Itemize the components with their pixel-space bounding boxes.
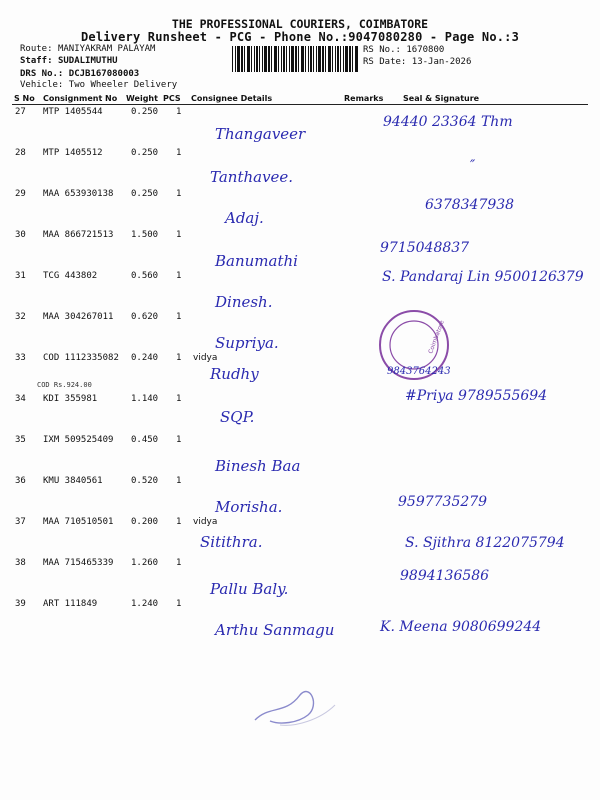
- barcode-bar: [289, 46, 290, 72]
- barcode-bar: [328, 46, 331, 72]
- row-pcs: 1: [176, 394, 182, 404]
- barcode-bar: [352, 46, 353, 72]
- row-sno: 30: [15, 230, 26, 240]
- row-pcs: 1: [176, 189, 182, 199]
- barcode-bar: [286, 46, 287, 72]
- barcode-bar: [274, 46, 277, 72]
- cod-amount-note: COD Rs.924.00: [37, 381, 92, 389]
- row-consignee: vidya: [193, 517, 218, 527]
- row-pcs: 1: [176, 517, 182, 527]
- handwritten-name: Sitithra.: [200, 533, 263, 551]
- row-pcs: 1: [176, 353, 182, 363]
- handwritten-name: Thangaveer: [215, 125, 306, 143]
- row-sno: 33: [15, 353, 26, 363]
- row-weight: 0.560: [131, 271, 159, 281]
- handwritten-signature: ″: [470, 158, 476, 174]
- handwritten-name: Rudhy: [210, 365, 259, 383]
- row-sno: 31: [15, 271, 26, 281]
- row-pcs: 1: [176, 230, 182, 240]
- row-sno: 27: [15, 107, 26, 117]
- row-sno: 32: [15, 312, 26, 322]
- barcode-bar: [241, 46, 243, 72]
- table-row: [0, 388, 600, 435]
- barcode-bar: [271, 46, 272, 72]
- barcode-bar: [235, 46, 236, 72]
- row-pcs: 1: [176, 312, 182, 322]
- row-consignment-no: MTP 1405512: [43, 148, 103, 158]
- row-consignment-no: IXM 509525409: [43, 435, 114, 445]
- barcode-bar: [345, 46, 348, 72]
- col-pcs-header: PCS: [163, 94, 181, 103]
- drs-value: DCJB167080003: [68, 69, 140, 79]
- row-pcs: 1: [176, 558, 182, 568]
- rs-date-value: 13-Jan-2026: [411, 57, 472, 67]
- row-weight: 0.240: [131, 353, 159, 363]
- handwritten-name: Adaj.: [225, 209, 264, 227]
- route-line: [20, 44, 155, 54]
- stamp-text: Coimbatore: [427, 319, 446, 355]
- handwritten-signature: K. Meena 9080699244: [380, 619, 542, 635]
- route-value: MANIYAKRAM PALAYAM: [57, 44, 156, 54]
- stamp-sign: 9843764243: [387, 366, 451, 377]
- handwritten-name: Binesh Baa: [215, 457, 301, 475]
- row-weight: 1.500: [131, 230, 159, 240]
- row-sno: 35: [15, 435, 26, 445]
- barcode-bar: [305, 46, 306, 72]
- handwritten-signature: 9597735279: [398, 494, 488, 510]
- row-consignment-no: COD 1112335082: [43, 353, 119, 363]
- row-sno: 34: [15, 394, 26, 404]
- barcode-bar: [256, 46, 258, 72]
- handwritten-signature: #Priya 9789555694: [405, 388, 548, 404]
- row-sno: 28: [15, 148, 26, 158]
- row-consignment-no: MAA 710510501: [43, 517, 114, 527]
- row-sno: 36: [15, 476, 26, 486]
- barcode-bar: [244, 46, 245, 72]
- barcode-bar: [237, 46, 240, 72]
- table-row: [0, 312, 600, 353]
- table-row: [0, 271, 600, 312]
- rs-no-line: [363, 45, 444, 55]
- barcode-bar: [295, 46, 297, 72]
- col-weight-header: Weight: [126, 94, 158, 103]
- table-row: [0, 558, 600, 599]
- row-sno: 29: [15, 189, 26, 199]
- barcode-bar: [264, 46, 267, 72]
- barcode-bar: [254, 46, 255, 72]
- table-row: [0, 476, 600, 517]
- row-consignment-no: MAA 715465339: [43, 558, 114, 568]
- handwritten-signature: S. Sjithra 8122075794: [405, 535, 565, 551]
- row-pcs: 1: [176, 476, 182, 486]
- handwritten-name: Tanthavee.: [210, 168, 294, 186]
- row-weight: 1.260: [131, 558, 159, 568]
- table-row: [0, 107, 600, 148]
- handwritten-name: Banumathi: [215, 252, 298, 270]
- table-row: [0, 517, 600, 558]
- rs-no-value: 1670800: [406, 45, 445, 55]
- row-consignment-no: KDI 355981: [43, 394, 98, 404]
- row-pcs: 1: [176, 107, 182, 117]
- bottom-scribble: [250, 675, 340, 730]
- handwritten-signature: 9894136586: [400, 568, 490, 584]
- barcode-bar: [278, 46, 279, 72]
- rs-date-label: RS Date:: [363, 57, 407, 67]
- row-consignment-no: MAA 653930138: [43, 189, 114, 199]
- drs-line: [20, 69, 139, 79]
- barcode-bar: [268, 46, 270, 72]
- barcode-bar: [281, 46, 282, 72]
- barcode-bar: [232, 46, 233, 72]
- row-consignment-no: ART 111849: [43, 599, 98, 609]
- staff-value: SUDALIMUTHU: [57, 56, 118, 66]
- vehicle-line: [20, 80, 177, 90]
- handwritten-name: Arthu Sanmagu: [215, 621, 335, 639]
- table-row: [0, 189, 600, 230]
- row-consignee: vidya: [193, 353, 218, 363]
- handwritten-name: Pallu Baly.: [210, 580, 289, 598]
- barcode-image: [232, 46, 358, 72]
- row-weight: 1.240: [131, 599, 159, 609]
- barcode-bar: [322, 46, 324, 72]
- barcode-bar: [335, 46, 336, 72]
- row-consignment-no: TCG 443802: [43, 271, 98, 281]
- barcode-bar: [343, 46, 344, 72]
- handwritten-name: Morisha.: [215, 498, 283, 516]
- row-weight: 0.200: [131, 517, 159, 527]
- rs-no-label: RS No.:: [363, 45, 401, 55]
- rs-date-line: [363, 57, 471, 67]
- route-label: Route:: [20, 44, 53, 54]
- row-weight: 0.520: [131, 476, 159, 486]
- row-sno: 38: [15, 558, 26, 568]
- barcode-bar: [310, 46, 312, 72]
- vehicle-value: Two Wheeler Delivery: [68, 80, 178, 90]
- barcode-bar: [355, 46, 358, 72]
- handwritten-name: SQP.: [220, 408, 255, 426]
- barcode-bar: [291, 46, 294, 72]
- handwritten-signature: 94440 23364 Thm: [383, 114, 513, 130]
- col-remarks-header: Remarks: [344, 94, 384, 103]
- row-pcs: 1: [176, 599, 182, 609]
- barcode-bar: [301, 46, 304, 72]
- company-title: THE PROFESSIONAL COURIERS, COIMBATORE: [171, 17, 429, 31]
- handwritten-signature: S. Pandaraj Lin 9500126379: [382, 269, 584, 285]
- staff-label: Staff:: [20, 56, 53, 66]
- row-weight: 0.250: [131, 148, 159, 158]
- row-consignment-no: KMU 3840561: [43, 476, 103, 486]
- handwritten-name: Dinesh.: [215, 293, 273, 311]
- header-divider: [12, 104, 588, 105]
- handwritten-signature: 6378347938: [425, 197, 515, 213]
- row-weight: 0.250: [131, 107, 159, 117]
- barcode-bar: [332, 46, 333, 72]
- table-row: [0, 148, 600, 189]
- barcode-bar: [251, 46, 252, 72]
- row-pcs: 1: [176, 271, 182, 281]
- drs-label: DRS No.:: [20, 69, 64, 79]
- runsheet-subtitle: Delivery Runsheet - PCG - Phone No.:9047080280 - Page No.:3: [80, 30, 520, 44]
- col-consignee-header: Consignee Details: [191, 94, 273, 103]
- barcode-bar: [313, 46, 314, 72]
- table-row: [0, 599, 600, 640]
- row-consignment-no: MAA 866721513: [43, 230, 114, 240]
- barcode-bar: [337, 46, 339, 72]
- table-row: [0, 435, 600, 476]
- row-consignment-no: MAA 304267011: [43, 312, 114, 322]
- col-consignment-header: Consignment No: [43, 94, 118, 103]
- barcode-bar: [262, 46, 263, 72]
- barcode-bar: [325, 46, 326, 72]
- barcode-bar: [298, 46, 299, 72]
- handwritten-name: Supriya.: [215, 334, 279, 352]
- barcode-bar: [308, 46, 309, 72]
- barcode-bar: [318, 46, 321, 72]
- barcode-bar: [283, 46, 285, 72]
- row-consignment-no: MTP 1405544: [43, 107, 103, 117]
- row-weight: 0.620: [131, 312, 159, 322]
- vehicle-label: Vehicle:: [20, 80, 64, 90]
- row-pcs: 1: [176, 435, 182, 445]
- row-sno: 39: [15, 599, 26, 609]
- barcode-bar: [247, 46, 250, 72]
- col-seal-header: Seal & Signature: [403, 94, 480, 103]
- barcode-bar: [340, 46, 341, 72]
- staff-line: [20, 56, 118, 66]
- barcode-bar: [349, 46, 351, 72]
- barcode-bar: [259, 46, 260, 72]
- col-sno-header: S No: [14, 94, 35, 103]
- row-weight: 1.140: [131, 394, 159, 404]
- stamp-seal: [377, 308, 451, 382]
- row-sno: 37: [15, 517, 26, 527]
- row-weight: 0.250: [131, 189, 159, 199]
- row-pcs: 1: [176, 148, 182, 158]
- row-weight: 0.450: [131, 435, 159, 445]
- handwritten-signature: 9715048837: [380, 240, 470, 256]
- table-row: [0, 230, 600, 271]
- barcode-bar: [316, 46, 317, 72]
